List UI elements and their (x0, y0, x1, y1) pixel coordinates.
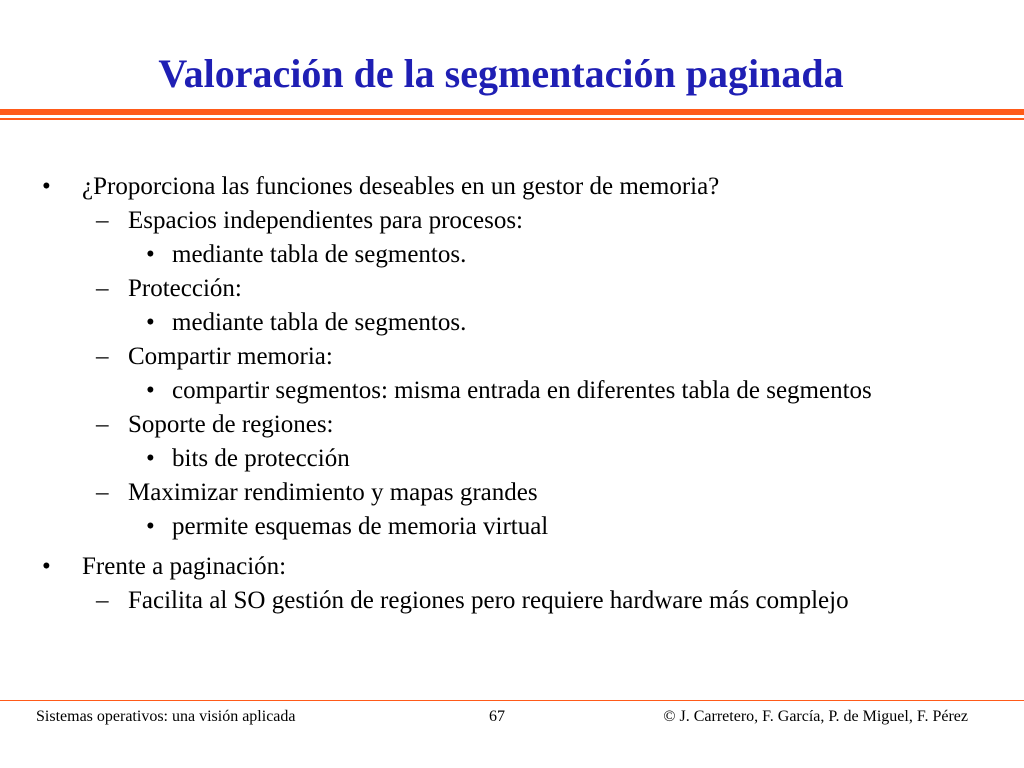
dash-marker: – (96, 587, 109, 614)
dash-marker: – (96, 479, 109, 506)
bullet-text: Frente a paginación: (82, 553, 287, 580)
title-divider-thick (0, 109, 1024, 115)
bullet-marker: • (42, 173, 51, 200)
bullet-marker: • (146, 241, 155, 268)
slide-title: Valoración de la segmentación paginada (158, 51, 844, 96)
sub-bullet-text: Espacios independientes para procesos: (128, 207, 524, 234)
dash-marker: – (96, 343, 109, 370)
sub-sub-bullet-text: compartir segmentos: misma entrada en diferentes tabla de segmentos (172, 377, 872, 404)
sub-bullet-text: Protección: (128, 275, 242, 302)
bullet-marker: • (146, 513, 155, 540)
sub-sub-bullet-text: bits de protección (172, 445, 350, 472)
page-number: 67 (489, 708, 505, 725)
bullet-marker: • (146, 377, 155, 404)
sub-bullet-text: Soporte de regiones: (128, 411, 334, 438)
dash-marker: – (96, 207, 109, 234)
footer-divider (0, 700, 1024, 701)
bullet-marker: • (146, 309, 155, 336)
bullet-marker: • (42, 553, 51, 580)
bullet-text: ¿Proporciona las funciones deseables en un gestor de memoria? (82, 173, 720, 200)
sub-sub-bullet-text: mediante tabla de segmentos. (172, 309, 467, 336)
sub-sub-bullet-text: permite esquemas de memoria virtual (172, 513, 549, 540)
sub-bullet-text: Maximizar rendimiento y mapas grandes (128, 479, 538, 506)
dash-marker: – (96, 411, 109, 438)
sub-sub-bullet-text: mediante tabla de segmentos. (172, 241, 467, 268)
sub-bullet-text: Facilita al SO gestión de regiones pero requiere hardware más complejo (128, 587, 849, 614)
bullet-marker: • (146, 445, 155, 472)
footer-copyright: © J. Carretero, F. García, P. de Miguel, F. Pérez (663, 708, 968, 725)
dash-marker: – (96, 275, 109, 302)
title-divider-thin (0, 118, 1024, 120)
sub-bullet-text: Compartir memoria: (128, 343, 333, 370)
footer-book-title: Sistemas operativos: una visión aplicada (36, 708, 296, 725)
